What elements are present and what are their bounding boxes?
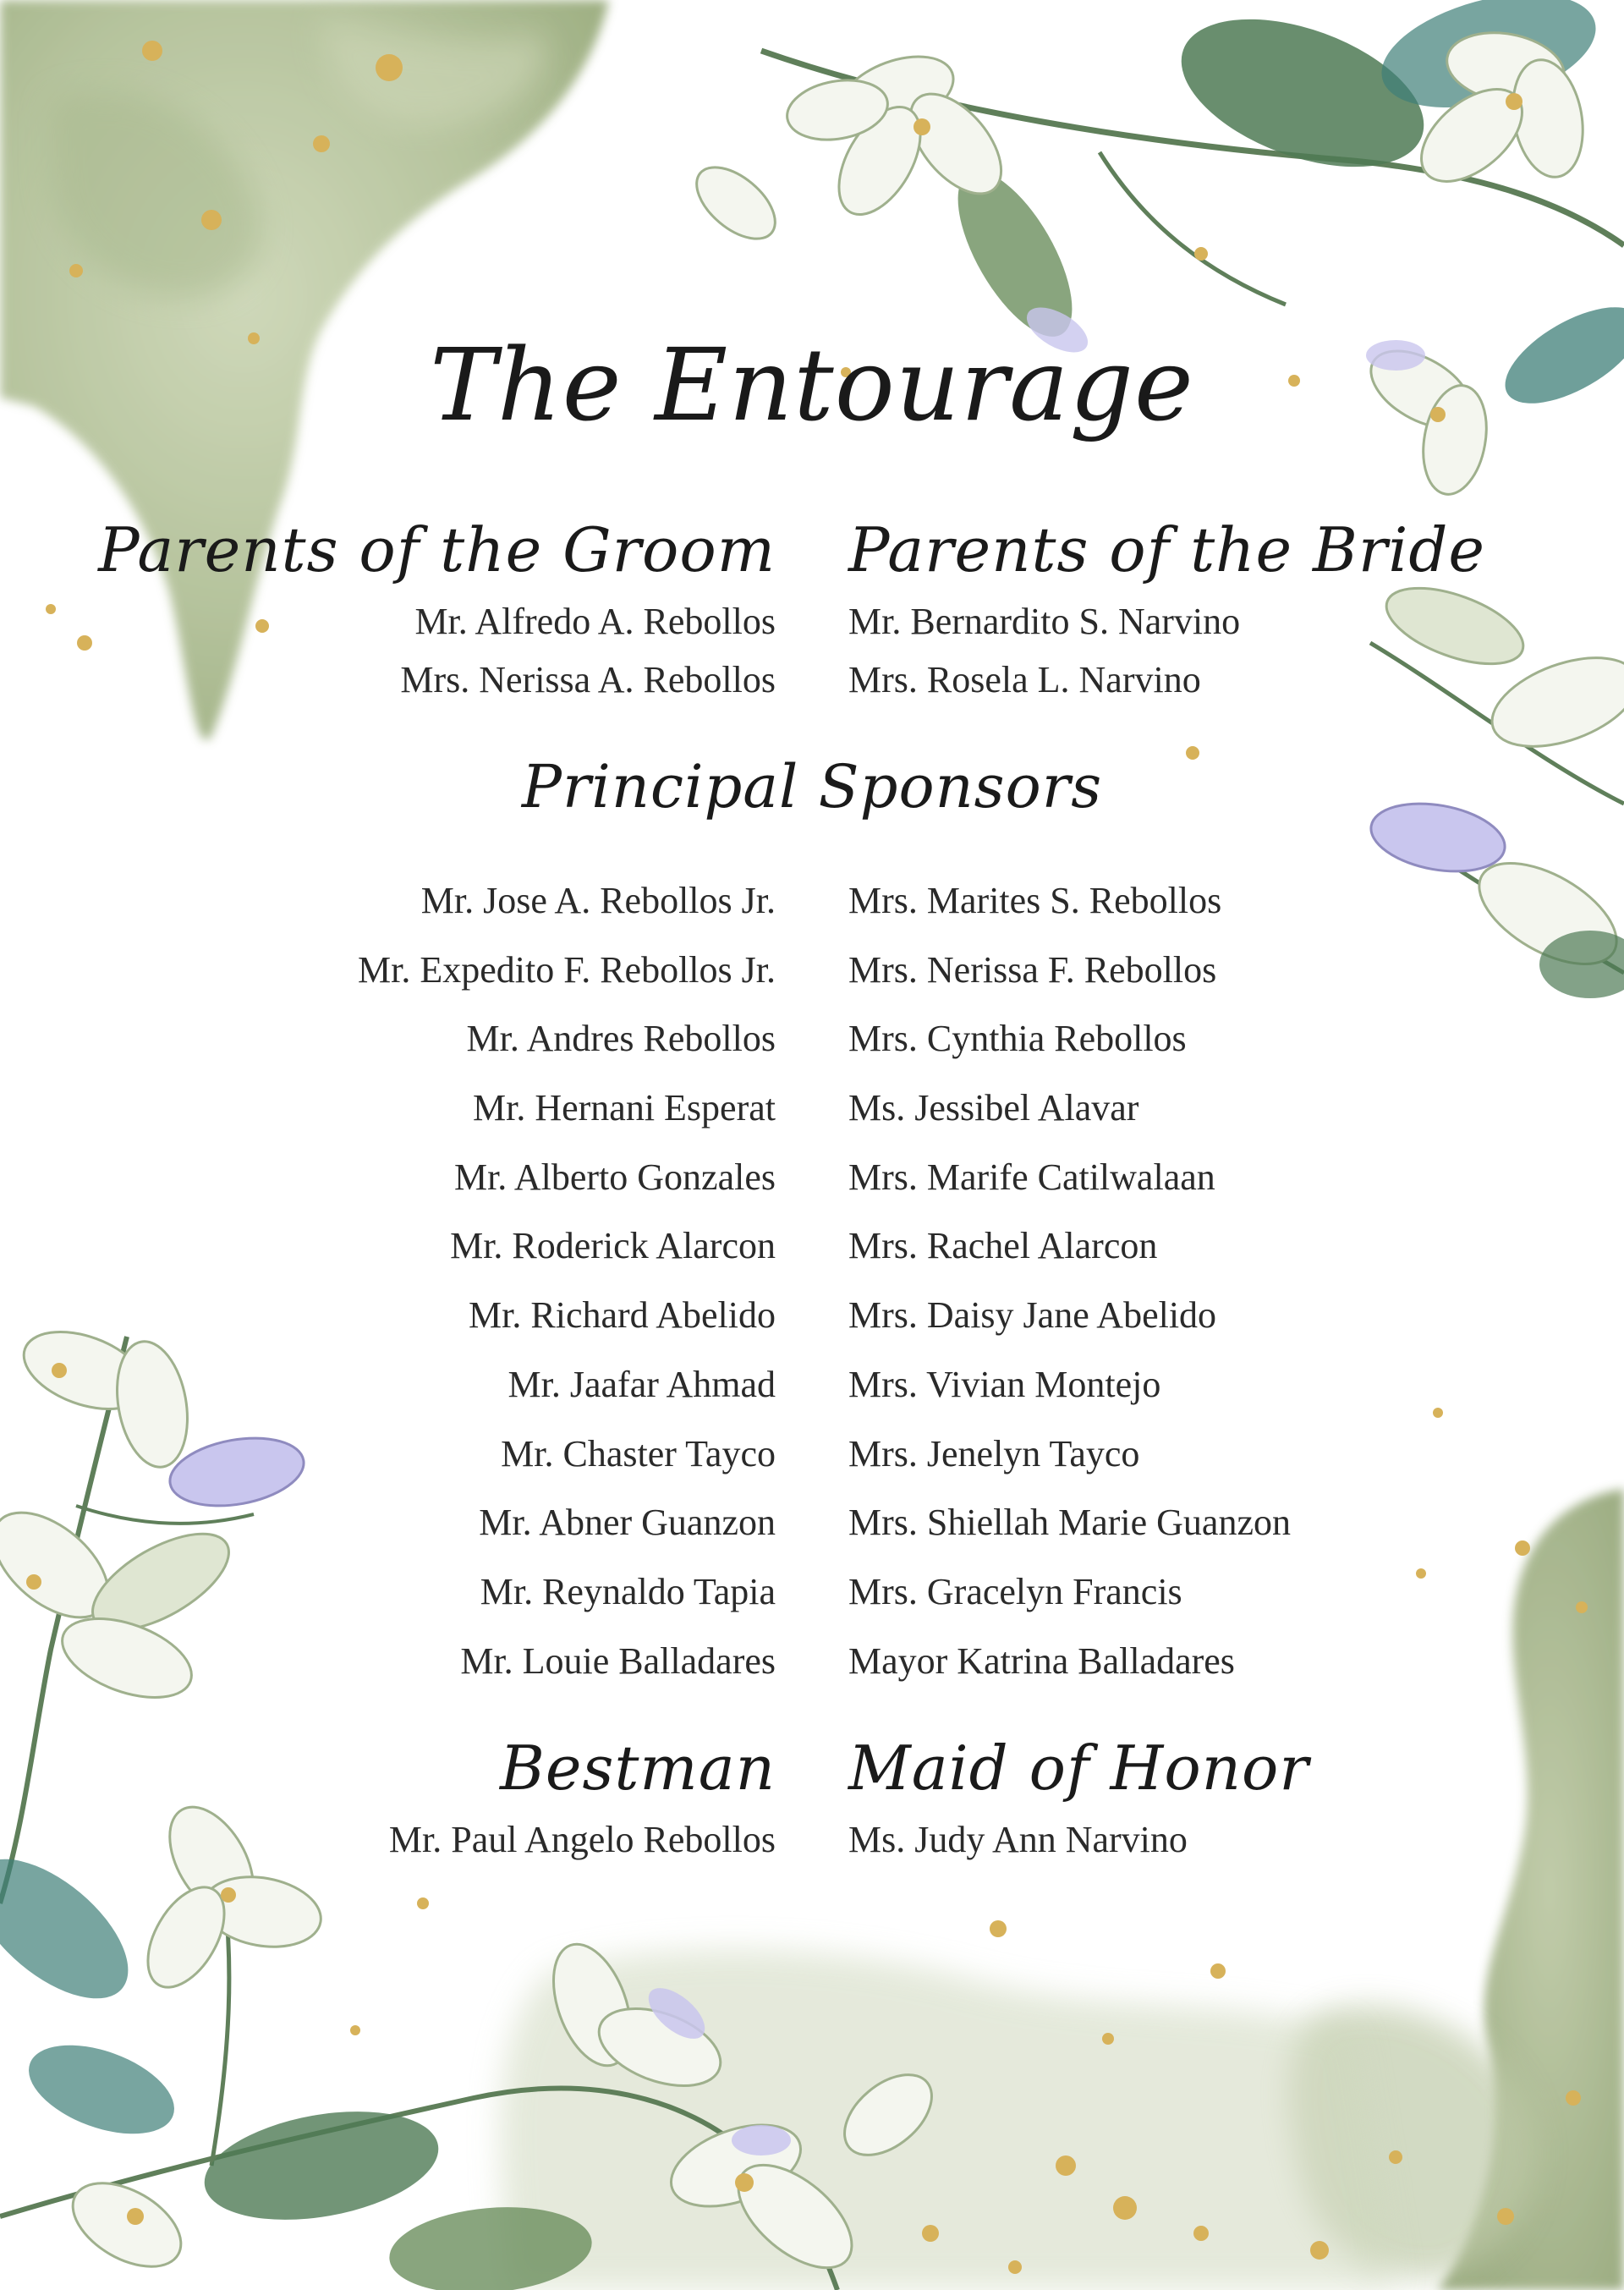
list-item: Mr. Chaster Tayco — [501, 1432, 776, 1474]
list-item: Mr. Andres Rebollos — [466, 1018, 776, 1060]
list-item: Mr. Alberto Gonzales — [453, 1156, 776, 1198]
maid-of-honor-list — [848, 1810, 1309, 1870]
list-item: Mr. Richard Abelido — [469, 1294, 776, 1337]
parents-of-bride-heading: Parents of the Bride — [848, 514, 1486, 585]
principal-sponsors-heading: Principal Sponsors — [521, 752, 1103, 821]
parents-of-groom-section — [98, 508, 776, 709]
list-item: Mrs. Shiellah Marie Guanzon — [848, 1502, 1291, 1544]
list-item: Mrs. Nerissa F. Rebollos — [848, 948, 1217, 991]
list-item: Mr. Louie Balladares — [460, 1639, 776, 1682]
list-item: Mr. Hernani Esperat — [473, 1087, 776, 1129]
list-item: Mr. Reynaldo Tapia — [480, 1570, 776, 1612]
list-item: Mr. Bernardito S. Narvino — [848, 601, 1241, 642]
list-item: Mrs. Rosela L. Narvino — [848, 659, 1201, 700]
list-item: Mrs. Cynthia Rebollos — [848, 1018, 1187, 1060]
bottom-center-watercolor-wash — [500, 1950, 1396, 2290]
sponsors-women-list — [848, 866, 1291, 1695]
list-item: Mrs. Gracelyn Francis — [848, 1570, 1182, 1612]
list-item: Mr. Expedito F. Rebollos Jr. — [358, 948, 776, 991]
bestman-heading: Bestman — [500, 1733, 776, 1804]
list-item: Mr. Roderick Alarcon — [450, 1225, 776, 1267]
maid-of-honor-section — [848, 1726, 1309, 1870]
sponsors-men-list — [358, 866, 776, 1695]
list-item: Mr. Abner Guanzon — [479, 1502, 776, 1544]
list-item: Mrs. Marife Catilwalaan — [848, 1156, 1215, 1198]
bestman-section — [389, 1726, 776, 1870]
list-item: Mrs. Jenelyn Tayco — [848, 1432, 1140, 1474]
page-title: The Entourage — [430, 327, 1194, 443]
parents-of-bride-section — [848, 508, 1485, 709]
list-item: Mayor Katrina Balladares — [848, 1639, 1235, 1682]
parents-of-bride-list — [848, 592, 1485, 709]
parents-of-groom-heading: Parents of the Groom — [98, 514, 776, 585]
principal-sponsors-women — [848, 866, 1291, 1695]
list-item: Mr. Jaafar Ahmad — [508, 1363, 776, 1405]
principal-sponsors-men — [358, 866, 776, 1695]
list-item: Mrs. Vivian Montejo — [848, 1363, 1161, 1405]
list-item: Ms. Judy Ann Narvino — [848, 1819, 1188, 1860]
list-item: Mr. Paul Angelo Rebollos — [388, 1819, 776, 1860]
list-item: Ms. Jessibel Alavar — [848, 1087, 1139, 1129]
maid-of-honor-heading: Maid of Honor — [848, 1733, 1309, 1804]
bestman-list — [389, 1810, 776, 1870]
list-item: Mrs. Daisy Jane Abelido — [848, 1294, 1217, 1337]
list-item: Mrs. Marites S. Rebollos — [848, 880, 1222, 921]
list-item: Mrs. Nerissa A. Rebollos — [400, 659, 776, 700]
list-item: Mr. Alfredo A. Rebollos — [414, 601, 776, 642]
list-item: Mr. Jose A. Rebollos Jr. — [420, 880, 776, 921]
list-item: Mrs. Rachel Alarcon — [848, 1225, 1158, 1267]
parents-of-groom-list — [98, 592, 776, 709]
